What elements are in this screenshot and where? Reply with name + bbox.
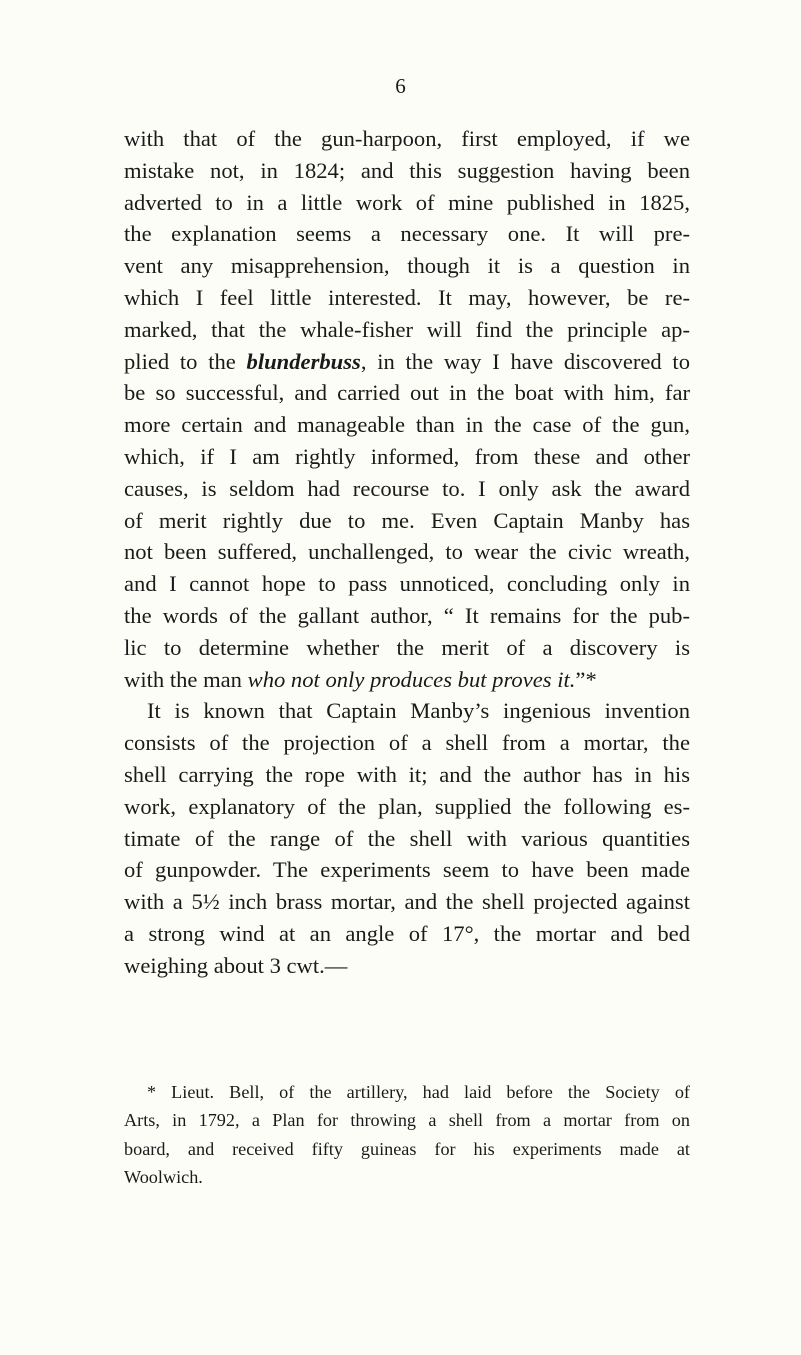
text-line [124,664,690,696]
footnote-marker: ”* [575,666,597,692]
text-line: consists of the projection of a shell from a mortar, the [124,730,690,756]
text-line: with a 5½ inch brass mortar, and the shell projected against [124,889,690,915]
text-fragment: , in the way I have discovered to [360,348,690,374]
page-number: 6 [395,74,406,98]
text-line: of gunpowder. The experiments seem to have been made [124,857,690,883]
text-line: It is known that Captain Manby’s ingenious invention [147,698,690,724]
text-line: of merit rightly due to me. Even Captain Manby has [124,507,690,533]
text-fragment: plied to the [124,348,236,374]
footnote-line: Arts, in 1792, a Plan for throwing a shell from a mortar from on [124,1110,690,1131]
text-line: vent any misapprehension, though it is a question in [124,253,690,279]
main-text [124,123,690,982]
text-line: mistake not, in 1824; and this suggestion having been [124,157,690,183]
text-line: and I cannot hope to pass unnoticed, concluding only in [124,571,690,597]
text-line [124,346,690,378]
emphasis-quote: who not only produces but proves it. [247,666,576,692]
footnote-line: Woolwich. [124,1167,203,1188]
text-line: which, if I am rightly informed, from these and other [124,443,690,469]
footnote-line: * Lieut. Bell, of the artillery, had laid before the Society of [147,1082,690,1102]
text-line: causes, is seldom had recourse to. I only ask the award [124,475,690,501]
text-line: shell carrying the rope with it; and the author has in his [124,761,690,787]
text-line: adverted to in a little work of mine published in 1825, [124,189,690,215]
text-line: more certain and manageable than in the case of the gun, [124,412,690,438]
text-line: be so successful, and carried out in the boat with him, far [124,380,690,406]
footnote-line: board, and received fifty guineas for his experiments made at [124,1138,690,1159]
text-line: with that of the gun-harpoon, first employed, if we [124,126,690,151]
text-line: which I feel little interested. It may, however, be re- [124,284,690,310]
text-fragment: with the man [124,666,242,692]
emphasis-blunderbuss: blunderbuss [246,348,361,374]
text-line: a strong wind at an angle of 17°, the mortar and bed [124,920,690,946]
text-line: marked, that the whale-fisher will find the principle ap- [124,316,690,342]
text-line: lic to determine whether the merit of a discovery is [124,634,690,660]
text-line: the words of the gallant author, “ It remains for the pub- [124,602,690,628]
text-line: not been suffered, unchallenged, to wear the civic wreath, [124,539,690,565]
text-line: work, explanatory of the plan, supplied the following es- [124,793,690,819]
footnote [124,1078,690,1192]
text-line: timate of the range of the shell with various quantities [124,825,690,851]
text-line: the explanation seems a necessary one. It will pre- [124,221,690,247]
text-line: weighing about 3 cwt.— [124,952,348,978]
